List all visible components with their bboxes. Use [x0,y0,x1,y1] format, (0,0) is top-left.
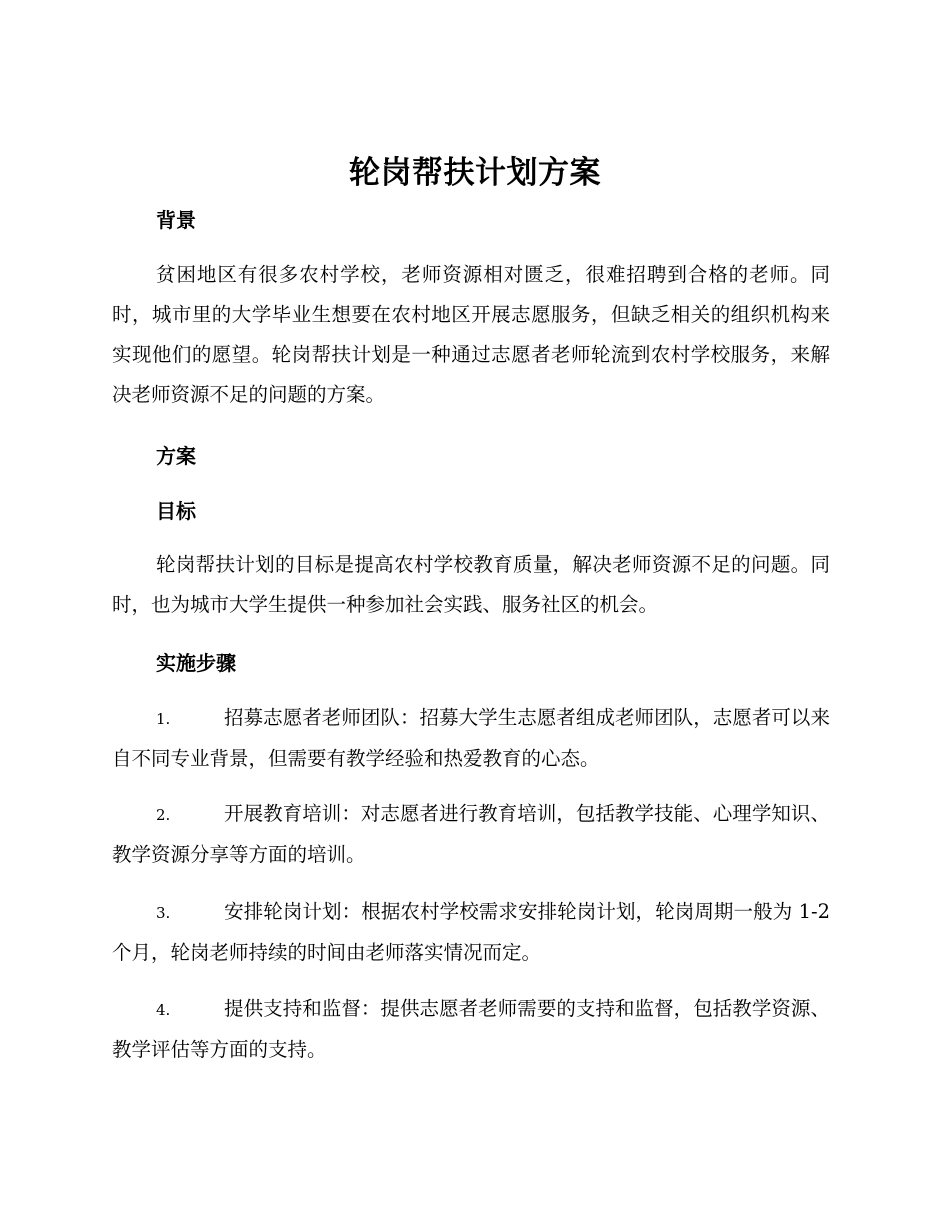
step-text: 招募志愿者老师团队：招募大学生志愿者组成老师团队，志愿者可以来自不同专业背景，但需要有教学经验和热爱教育的心态。 [112,706,830,770]
step-item-2 [112,794,830,875]
step-number: 3. [156,904,171,922]
step-text: 开展教育培训：对志愿者进行教育培训，包括教学技能、心理学知识、教学资源分享等方面的培训。 [112,802,830,866]
heading-goal: 目标 [156,499,196,523]
step-number: 4. [156,1001,171,1019]
step-item-1 [112,698,830,779]
heading-background: 背景 [156,208,196,232]
step-number: 2. [156,806,171,824]
paragraph-goal: 轮岗帮扶计划的目标是提高农村学校教育质量，解决老师资源不足的问题。同时，也为城市大学生提供一种参加社会实践、服务社区的机会。 [112,553,830,616]
heading-steps: 实施步骤 [156,651,236,675]
step-item-4 [112,989,830,1070]
heading-plan: 方案 [156,444,196,468]
document-title: 轮岗帮扶计划方案 [349,155,601,191]
step-text: 提供支持和监督：提供志愿者老师需要的支持和监督，包括教学资源、教学评估等方面的支持。 [112,997,830,1061]
step-item-3 [112,892,830,973]
step-number: 1. [156,710,171,728]
step-text: 安排轮岗计划：根据农村学校需求安排轮岗计划，轮岗周期一般为 1-2 个月，轮岗老师持续的时间由老师落实情况而定。 [112,900,830,964]
paragraph-background: 贫困地区有很多农村学校，老师资源相对匮乏，很难招聘到合格的老师。同时，城市里的大学毕业生想要在农村地区开展志愿服务，但缺乏相关的组织机构来实现他们的愿望。轮岗帮扶计划是一种通过志愿者老师轮流到农村学校服务，来解决老师资源不足的问题的方案。 [112,263,830,406]
